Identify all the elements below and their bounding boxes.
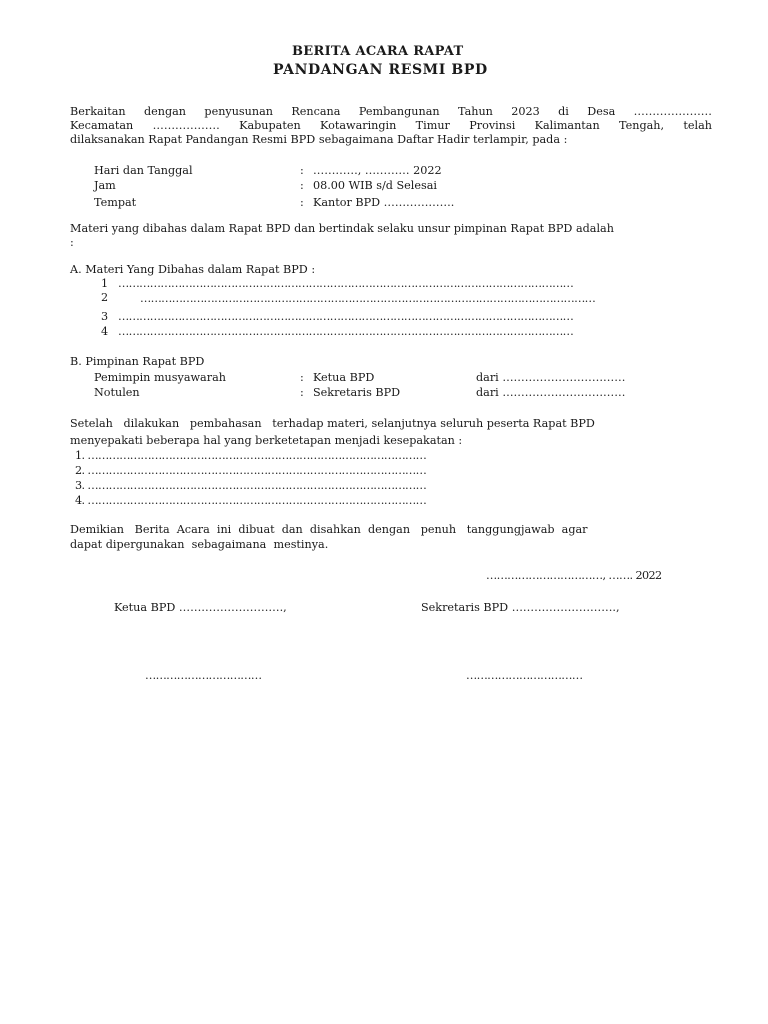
intro-line-3: dilaksanakan Rapat Pandangan Resmi BPD sebagaimana Daftar Hadir terlampir, pada : <box>70 133 568 146</box>
detail-label-date: Hari dan Tanggal <box>94 164 193 177</box>
closing-line-1: Demikian Berita Acara ini dibuat dan disahkan dengan penuh tanggungjawab agar <box>70 523 588 536</box>
section-a-item-2-dots: ………………………………………………………………………………………………………………… <box>140 292 596 305</box>
detail-sep-time: : <box>300 179 304 192</box>
materi-intro-line-1: Materi yang dibahas dalam Rapat BPD dan bertindak selaku unsur pimpinan Rapat BPD adalah <box>70 222 614 235</box>
detail-value-time: 08.00 WIB s/d Selesai <box>313 179 437 192</box>
signature-left-label: Ketua BPD ………………………., <box>114 601 287 614</box>
section-b-leader-from: dari …………………………… <box>476 371 626 384</box>
detail-sep-place: : <box>300 196 304 209</box>
section-b-notulen-role: Sekretaris BPD <box>313 386 401 399</box>
agreement-item-2: 2. …………………………………………………………………………………… <box>75 464 427 477</box>
document-title: BERITA ACARA RAPAT <box>292 44 464 59</box>
detail-value-date: …………, ………… 2022 <box>313 164 442 177</box>
section-b-leader-sep: : <box>300 371 304 384</box>
section-b-notulen-sep: : <box>300 386 304 399</box>
intro-line-2: Kecamatan ……………… Kabupaten Kotawaringin Timur Provinsi Kalimantan Tengah, telah <box>70 119 712 132</box>
section-a-item-1-dots: ………………………………………………………………………………………………………………… <box>118 277 574 290</box>
section-b-notulen-from: dari …………………………… <box>476 386 626 399</box>
section-b-leader-label: Pemimpin musyawarah <box>94 371 226 384</box>
date-line: ……………………………, ……. 2022 <box>486 569 662 582</box>
signature-left-name: …………………………… <box>145 669 262 682</box>
signature-right-name: …………………………… <box>466 669 583 682</box>
detail-value-place: Kantor BPD ………………. <box>313 196 455 209</box>
agreement-item-1: 1. …………………………………………………………………………………… <box>75 449 427 462</box>
section-a-item-4-dots: ………………………………………………………………………………………………………………… <box>118 325 574 338</box>
detail-label-time: Jam <box>94 179 116 192</box>
section-b-heading: B. Pimpinan Rapat BPD <box>70 355 205 368</box>
signature-right-label: Sekretaris BPD ………………………., <box>421 601 620 614</box>
section-a-item-4-num: 4 <box>101 325 109 338</box>
closing-line-2: dapat dipergunakan sebagaimana mestinya. <box>70 538 329 551</box>
section-b-leader-role: Ketua BPD <box>313 371 375 384</box>
section-a-item-3-dots: ………………………………………………………………………………………………………………… <box>118 310 574 323</box>
document-subtitle: PANDANGAN RESMI BPD <box>273 62 488 78</box>
section-b-notulen-label: Notulen <box>94 386 140 399</box>
agreement-line-1: Setelah dilakukan pembahasan terhadap materi, selanjutnya seluruh peserta Rapat BPD <box>70 417 595 430</box>
section-a-item-3-num: 3 <box>101 310 109 323</box>
section-a-heading: A. Materi Yang Dibahas dalam Rapat BPD : <box>70 263 316 276</box>
section-a-item-2-num: 2 <box>101 291 109 304</box>
detail-sep-date: : <box>300 164 304 177</box>
agreement-item-3: 3. …………………………………………………………………………………… <box>75 479 427 492</box>
materi-intro-line-2: : <box>70 236 74 249</box>
detail-label-place: Tempat <box>94 196 137 209</box>
agreement-item-4: 4. …………………………………………………………………………………… <box>75 494 427 507</box>
intro-line-1: Berkaitan dengan penyusunan Rencana Pembangunan Tahun 2023 di Desa ………………… <box>70 105 712 118</box>
agreement-line-2: menyepakati beberapa hal yang berketetapan menjadi kesepakatan : <box>70 434 463 447</box>
section-a-item-1-num: 1 <box>101 277 109 290</box>
